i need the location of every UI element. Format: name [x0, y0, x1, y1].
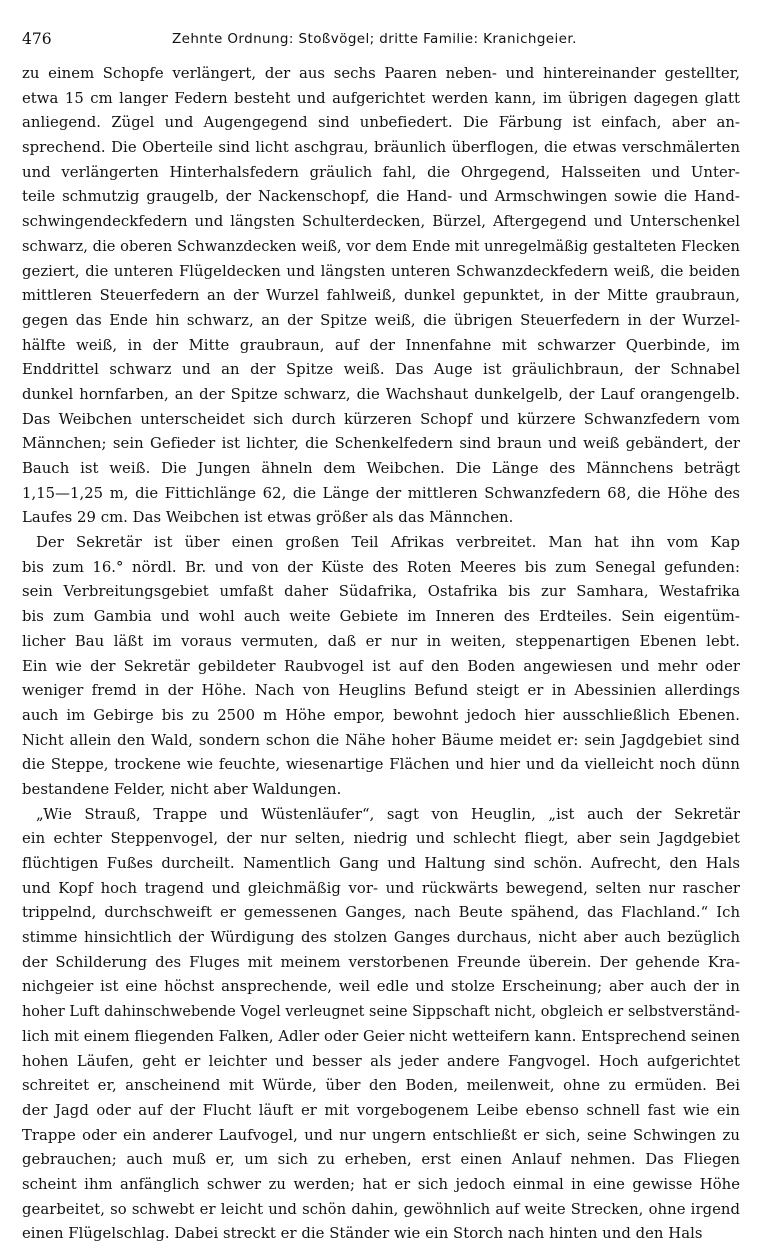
text-line: geziert, die unteren Flügeldecken und längsten unteren Schwanzdeckfedern weiß, die beiden	[22, 262, 741, 280]
text-line: zu einem Schopfe verlängert, der aus sechs Paaren neben- und hintereinander gestellter,	[22, 65, 740, 82]
text-line: der Jagd oder auf der Flucht läuft er mit vorgebogenem Leibe ebenso schnell fast wie ein	[22, 1101, 740, 1119]
text-line: 1,15—1,25 m, die Fittichlänge 62, die Länge der mittleren Schwanzfedern 68, die Höhe des	[22, 484, 741, 502]
text-line: dunkel hornfarben, an der Spitze schwarz, die Wachshaut dunkelgelb, der Lauf orangengelb.	[22, 385, 741, 403]
text-line: hälfte weiß, in der Mitte graubraun, auf der Innenfahne mit schwarzer Querbinde, im	[22, 336, 740, 354]
text-line: trippelnd, durchschweift er gemessenen Ganges, nach Beute spähend, das Flachland.“ Ich	[22, 904, 741, 922]
text-line: sein Verbreitungsgebiet umfaßt daher Südafrika, Ostafrika bis zur Samhara, Westafrika	[22, 583, 741, 601]
text-line: gebrauchen; auch muß er, um sich zu erheben, erst einen Anlauf nehmen. Das Fliegen	[22, 1151, 740, 1169]
text-line: anliegend. Zügel und Augengegend sind unbefiedert. Die Färbung ist einfach, aber an-	[22, 114, 740, 132]
text-line: teile schmutzig graugelb, der Nackenschopf, die Hand- und Armschwingen sowie die Hand-	[22, 188, 740, 206]
text-line: bis zum 16.° nördl. Br. und von der Küste des Roten Meeres bis zum Senegal gefunden:	[22, 558, 741, 576]
text-line: scheint ihm anfänglich schwer zu werden; hat er sich jedoch einmal in eine gewisse Höhe	[22, 1175, 741, 1193]
text-line: Bauch ist weiß. Die Jungen ähneln dem Weibchen. Die Länge des Männchens beträgt	[22, 460, 740, 477]
text-line: Trappe oder ein anderer Laufvogel, und nur ungern entschließt er sich, seine Schwingen zu	[22, 1126, 740, 1144]
text-line: lich mit einem fliegenden Falken, Adler oder Geier nicht wetteifern kann. Entsprechend seinen	[22, 1027, 741, 1045]
body-text	[22, 62, 740, 1247]
text-line: und Kopf hoch tragend und gleichmäßig vor- und rückwärts bewegend, selten nur rascher	[22, 879, 741, 897]
text-line: mittleren Steuerfedern an der Wurzel fahlweiß, dunkel gepunktet, in der Mitte graubraun,	[22, 287, 741, 305]
running-head: Zehnte Ordnung: Stoßvögel; dritte Familie: Kranichgeier.	[172, 31, 577, 47]
text-line: der Schilderung des Fluges mit meinem verstorbenen Freunde überein. Der gehende Kra-	[22, 953, 741, 971]
text-line: die Steppe, trockene wie feuchte, wiesenartige Flächen und hier und da vielleicht noch dünn	[22, 756, 741, 774]
page-number: 476	[22, 30, 52, 48]
text-line: etwa 15 cm langer Federn besteht und aufgerichtet werden kann, im übrigen dagegen glatt	[22, 89, 740, 107]
text-line: gegen das Ende hin schwarz, an der Spitze weiß, die übrigen Steuerfedern in der Wurzel-	[22, 311, 741, 329]
text-line: und verlängerten Hinterhalsfedern gräulich fahl, die Ohrgegend, Halsseiten und Unter-	[22, 163, 740, 181]
text-line: stimme hinsichtlich der Würdigung des stolzen Ganges durchaus, nicht aber auch bezüglich	[22, 929, 741, 947]
page-header	[22, 30, 746, 52]
text-line: auch im Gebirge bis zu 2500 m Höhe empor, bewohnt jedoch hier ausschließlich Ebenen.	[22, 706, 740, 724]
text-line: sprechend. Die Oberteile sind licht aschgrau, bräunlich überflogen, die etwas verschmälerten	[22, 139, 741, 157]
text-line: bis zum Gambia und wohl auch weite Gebiete im Inneren des Erdteiles. Sein eigentüm-	[22, 608, 740, 626]
text-line: „Wie Strauß, Trappe und Wüstenläufer“, sagt von Heuglin, „ist auch der Sekretär	[36, 805, 741, 823]
text-line: Männchen; sein Gefieder ist lichter, die Schenkelfedern sind braun und weiß gebändert, der	[22, 435, 741, 453]
text-line: Ein wie der Sekretär gebildeter Raubvogel ist auf den Boden angewiesen und mehr oder	[22, 657, 741, 675]
text-line: flüchtigen Fußes durcheilt. Namentlich Gang und Haltung sind schön. Aufrecht, den Hals	[22, 855, 740, 872]
text-line: schwarz, die oberen Schwanzdecken weiß, vor dem Ende mit unregelmäßig gestalteten Flecken	[22, 237, 741, 255]
text-line: Laufes 29 cm. Das Weibchen ist etwas größer als das Männchen.	[22, 509, 514, 527]
text-line: einen Flügelschlag. Dabei streckt er die Ständer wie ein Storch nach hinten und den Hals	[22, 1225, 703, 1243]
text-line: gearbeitet, so schwebt er leicht und schön dahin, gewöhnlich auf weite Strecken, ohne irgend	[22, 1200, 740, 1218]
text-line: weniger fremd in der Höhe. Nach von Heuglins Befund steigt er in Abessinien allerdings	[22, 682, 740, 700]
text-line: licher Bau läßt im voraus vermuten, daß er nur in weiten, steppenartigen Ebenen lebt.	[22, 632, 741, 650]
text-line: ein echter Steppenvogel, der nur selten, niedrig und schlecht fliegt, aber sein Jagdgebiet	[22, 830, 740, 848]
text-line: schreitet er, anscheinend mit Würde, über den Boden, meilenweit, ohne zu ermüden. Bei	[22, 1077, 741, 1095]
text-line: Der Sekretär ist über einen großen Teil Afrikas verbreitet. Man hat ihn vom Kap	[36, 534, 741, 552]
text-line: hohen Läufen, geht er leichter und besser als jeder andere Fangvogel. Hoch aufgerichtet	[22, 1052, 740, 1070]
text-line: hoher Luft dahinschwebende Vogel verleugnet seine Sippschaft nicht, obgleich er selbstverständ-	[22, 1003, 741, 1021]
text-line: Das Weibchen unterscheidet sich durch kürzeren Schopf und kürzere Schwanzfedern vom	[22, 410, 740, 428]
text-line: Nicht allein den Wald, sondern schon die Nähe hoher Bäume meidet er: sein Jagdgebiet sind	[22, 731, 740, 749]
text-line: schwingendeckfedern und längsten Schulterdecken, Bürzel, Aftergegend und Unterschenkel	[22, 213, 740, 231]
text-line: Enddrittel schwarz und an der Spitze weiß. Das Auge ist gräulichbraun, der Schnabel	[22, 361, 740, 379]
text-line: bestandene Felder, nicht aber Waldungen.	[22, 780, 342, 798]
text-line: nichgeier ist eine höchst ansprechende, weil edle und stolze Erscheinung; aber auch der in	[22, 978, 740, 996]
